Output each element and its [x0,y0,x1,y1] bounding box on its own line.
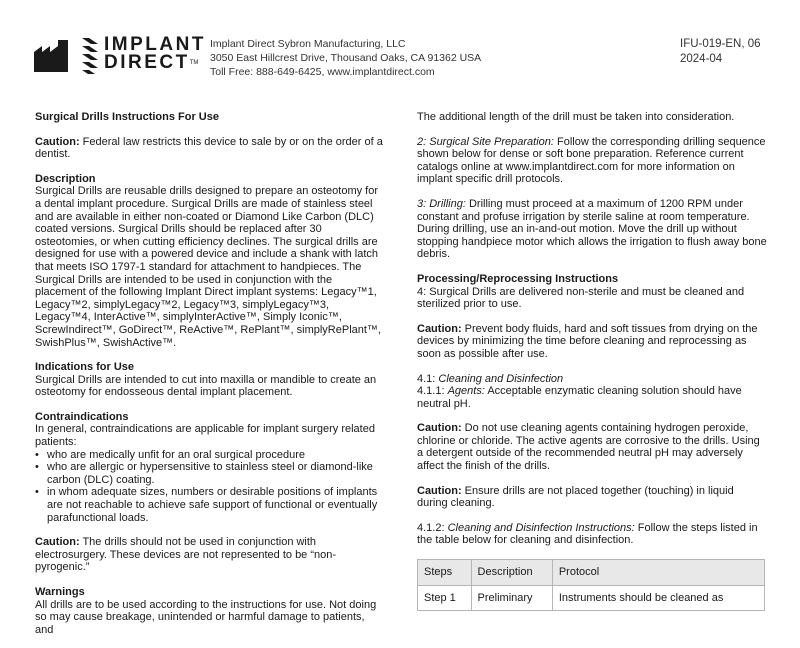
document-title: Surgical Drills Instructions For Use [35,111,219,123]
right-column [417,111,767,611]
caution-paragraph [417,485,767,510]
document-id: IFU-019-EN, 06 [680,38,761,50]
caution-text: The drills should not be used in conjunction with electrosurgery. These devices are not represented to be “non-pyrogenic.” [35,536,337,574]
column-header-description: Description [471,560,552,586]
site-preparation-label: 2: Surgical Site Preparation: [417,135,554,148]
caution-label: Caution: [417,322,462,335]
section-4-1-2 [417,522,767,547]
section-4-1-1-number: 4.1.1: [417,385,448,398]
list-item: • who are medically unfit for an oral surgical procedure [35,449,385,462]
document-header [0,0,800,100]
drill-length-note: The additional length of the drill must be taken into consideration. [417,111,735,123]
caution-text: Do not use cleaning agents containing hydrogen peroxide, chlorine or chloride. The active agents are corrosive to the drills. Using a detergent outside of the recommended neutral pH may adversely affect the finish of the drills. [417,422,760,473]
drilling-paragraph [417,198,767,261]
company-logo-wordmark [104,36,206,72]
section-4-1-2-label: Cleaning and Disinfection Instructions: [447,521,635,534]
logo-line-2-text: DIRECT [104,52,190,73]
table-cell-protocol: Instruments should be cleaned as [552,585,764,611]
implant-direct-logo-icon [82,38,98,74]
caution-label: Caution: [417,484,462,497]
drilling-label: 3: Drilling: [417,197,466,210]
warnings-heading: Warnings [35,586,85,598]
section-4-1-1-label: Agents: [447,385,485,398]
company-address: 3050 East Hillcrest Drive, Thousand Oaks, CA 91362 USA [210,52,482,64]
document-id-block [680,37,761,66]
caution-text: Federal law restricts this device to sale by or on the order of a dentist. [35,135,383,161]
processing-heading: Processing/Reprocessing Instructions [417,272,619,285]
caution-paragraph [35,136,385,161]
table-row [418,585,765,611]
logo-line-1: IMPLANT [104,34,206,55]
left-column [35,111,385,648]
logo-trademark: TM [189,60,199,66]
column-header-steps: Steps [418,560,472,586]
company-contact: Toll Free: 888-649-6425, www.implantdirect.com [210,66,435,78]
section-4-1-number: 4.1: [417,372,439,385]
section-4-1 [417,373,767,411]
indications-text: Surgical Drills are intended to cut into maxilla or mandible to create an osteotomy for endosseous dental implant placement. [35,373,377,399]
drilling-text: Drilling must proceed at a maximum of 1200 RPM under constant and profuse irrigation by sterile saline at room temperature. During drilling, use an in-and-out motion. Move the drill up without stopping handpiece motor which allows the irrigation to flush away bone debris. [417,197,767,261]
caution-paragraph [35,536,385,574]
processing-text: 4: Surgical Drills are delivered non-sterile and must be cleaned and sterilized prior to use. [417,285,745,311]
site-preparation-paragraph [417,136,767,186]
logo-line-2 [104,54,206,72]
contraindications-heading: Contraindications [35,410,129,423]
contraindications-intro: In general, contraindications are applicable for implant surgery related patients: [35,423,375,449]
list-item: • who are allergic or hypersensitive to stainless steel or diamond-like carbon (DLC) coating. [35,461,385,486]
caution-label: Caution: [417,422,462,435]
caution-label: Caution: [35,536,80,549]
section-4-1-title: Cleaning and Disinfection [438,372,564,385]
indications-heading: Indications for Use [35,361,135,374]
manufacturer-icon [34,40,68,72]
warnings-text: All drills are to be used according to the instructions for use. Not doing so may cause breakage, unintended or harmful damage to patients, and [35,598,377,636]
contraindications-list [35,449,385,525]
site-preparation-text: Follow the corresponding drilling sequence shown below for dense or soft bone preparation. Reference current catalogs online at www.implantdirect.com for more information on implant specific drill protocols. [417,135,766,186]
description-text: Surgical Drills are reusable drills designed to prepare an osteotomy for a dental implant procedure. Surgical Drills are made of stainless steel and are available in either non-coated or Diamond Like Carbon (DLC) coated versions. Surgical Drills should be replaced after 30 osteotomies, or when cutting efficiency declines. The surgical drills are designed for use with a powered device and include a shank with latch that meets ISO 1797-1 standard for attachment to handpieces. The Surgical Drills are intended to be used in conjunction with the placement of the following Implant Direct implant systems: Legacy™1, Legacy™2, simplyLegacy™2, Legacy™3, simplyLegacy™3, Legacy™4, InterActive™, simplyInterActive™, Simply Iconic™, ScrewIndirect™, GoDirect™, ReActive™, RePlant™, simplyRePlant™, SwishPlus™, SwishActive™. [35,185,381,349]
section-4-1-2-text: Follow the steps listed in the table below for cleaning and disinfection. [417,521,758,547]
list-item: • in whom adequate sizes, numbers or desirable positions of implants are not reachable to achieve safe support of functional or eventually parafunctional loads. [35,486,385,524]
cleaning-steps-table [417,559,765,611]
company-name: Implant Direct Sybron Manufacturing, LLC [210,38,406,50]
table-cell-description: Preliminary [471,585,552,611]
company-info [210,37,481,79]
caution-paragraph [417,323,767,361]
table-header-row [418,560,765,586]
caution-label: Caution: [35,135,80,148]
description-heading: Description [35,172,96,185]
column-header-protocol: Protocol [552,560,764,586]
caution-text: Prevent body fluids, hard and soft tissues from drying on the devices by minimizing the time before cleaning and reprocessing as soon as possible after use. [417,322,758,360]
section-4-1-1-text: Acceptable enzymatic cleaning solution should have neutral pH. [417,385,742,410]
section-4-1-2-number: 4.1.2: [417,521,448,534]
caution-text: Ensure drills are not placed together (touching) in liquid during cleaning. [417,484,734,510]
table-cell-step: Step 1 [418,585,472,611]
document-date: 2024-04 [680,52,723,65]
caution-paragraph [417,422,767,472]
